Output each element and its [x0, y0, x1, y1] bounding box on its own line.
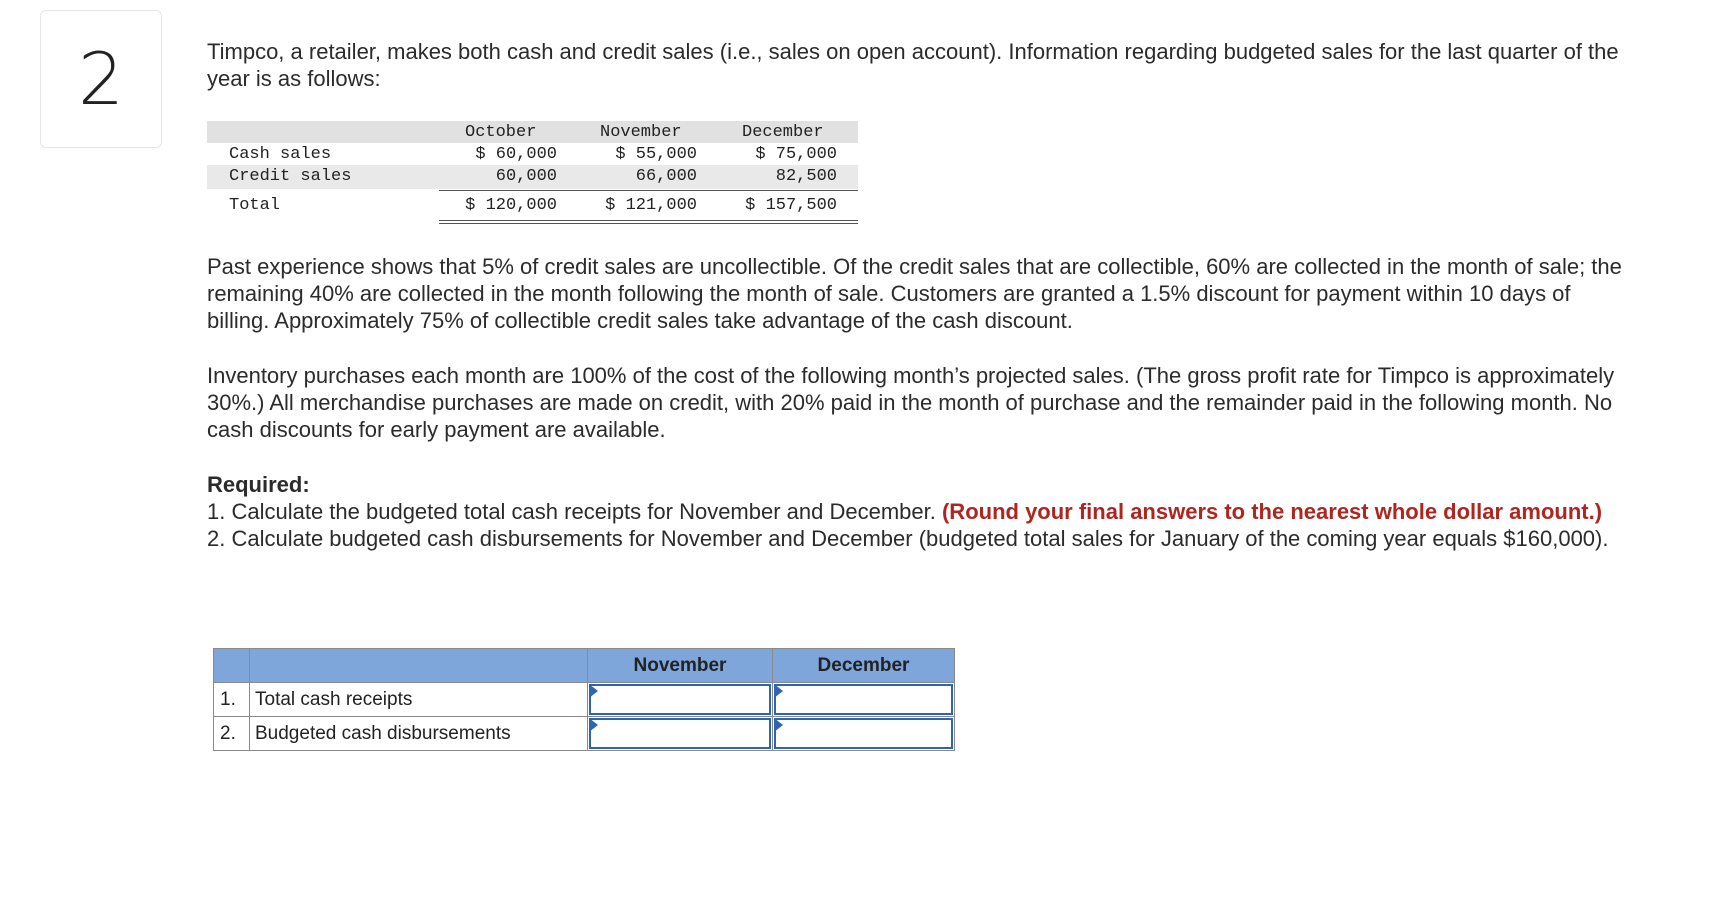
- cell-value: 66,000: [635, 167, 697, 186]
- sales-table-header: [207, 121, 858, 145]
- total-cash-receipts-november-input[interactable]: [589, 684, 771, 715]
- header-blank-label: [250, 649, 588, 683]
- row-label: Total cash receipts: [250, 683, 588, 717]
- header-november: November: [588, 649, 773, 683]
- credit-paragraph: Past experience shows that 5% of credit sales are uncollectible. Of the credit sales that are collectible, 60% are collected in the month of sale; the remaining 40% are collected in the month following the month of sale. Customers are granted a 1.5% discount for payment within 10 days of billing. Approximately 75% of collectible credit sales take advantage of the cash discount.: [207, 254, 1622, 333]
- total-double-rule: [439, 220, 858, 224]
- required-item-1: [207, 498, 1627, 525]
- answer-table: [213, 648, 955, 751]
- rounding-note: (Round your final answers to the nearest whole dollar amount.): [941, 499, 1603, 524]
- table-row-total: [207, 194, 858, 218]
- total-cash-receipts-december-input[interactable]: [774, 684, 953, 715]
- input-flag-icon: [774, 718, 783, 732]
- intro-paragraph: Timpco, a retailer, makes both cash and credit sales (i.e., sales on open account). Information regarding budgeted sales for the last quarter of the year is as follows:: [207, 39, 1619, 91]
- required-section: [207, 471, 1627, 552]
- cell-value: $ 120,000: [465, 196, 557, 215]
- header-blank-num: [214, 649, 250, 683]
- table-row: [214, 717, 955, 751]
- cash-disbursements-december-input[interactable]: [774, 718, 953, 749]
- required-heading: Required:: [207, 472, 310, 497]
- header-november: November: [600, 123, 682, 142]
- question-number: 2: [78, 37, 124, 121]
- cell-value: 60,000: [495, 167, 557, 186]
- answer-table-header: [214, 649, 955, 683]
- row-number: 2.: [214, 717, 250, 751]
- cell-value: $ 121,000: [605, 196, 697, 215]
- table-row-cash-sales: [207, 143, 858, 167]
- cell-value: $ 157,500: [745, 196, 837, 215]
- required-item-1-text: 1. Calculate the budgeted total cash receipts for November and December.: [207, 499, 942, 524]
- question-number-badge: [40, 10, 162, 148]
- cell-value: $ 60,000: [475, 145, 557, 164]
- table-row-credit-sales: [207, 165, 858, 189]
- input-cell: [773, 717, 955, 751]
- row-label: Total: [229, 196, 281, 215]
- cell-value: 82,500: [775, 167, 837, 186]
- header-december: December: [742, 123, 824, 142]
- required-item-2: 2. Calculate budgeted cash disbursements for November and December (budgeted total sales for January of the coming year equals $160,000).: [207, 526, 1609, 551]
- row-label: Cash sales: [229, 145, 332, 164]
- input-flag-icon: [774, 684, 783, 698]
- total-rule: [439, 190, 858, 191]
- cell-value: $ 55,000: [615, 145, 697, 164]
- cash-disbursements-november-input[interactable]: [589, 718, 771, 749]
- row-number: 1.: [214, 683, 250, 717]
- input-flag-icon: [589, 684, 598, 698]
- cell-value: $ 75,000: [755, 145, 837, 164]
- input-cell: [773, 683, 955, 717]
- table-row: [214, 683, 955, 717]
- input-flag-icon: [589, 718, 598, 732]
- header-december: December: [773, 649, 955, 683]
- input-cell: [588, 683, 773, 717]
- row-label: Budgeted cash disbursements: [250, 717, 588, 751]
- header-october: October: [465, 123, 537, 142]
- inventory-paragraph: Inventory purchases each month are 100% of the cost of the following month’s projected sales. (The gross profit rate for Timpco is approximately 30%.) All merchandise purchases are made on credit, with 20% paid in the month of purchase and the remainder paid in the following month. No cash discounts for early payment are available.: [207, 363, 1615, 442]
- input-cell: [588, 717, 773, 751]
- row-label: Credit sales: [229, 167, 352, 186]
